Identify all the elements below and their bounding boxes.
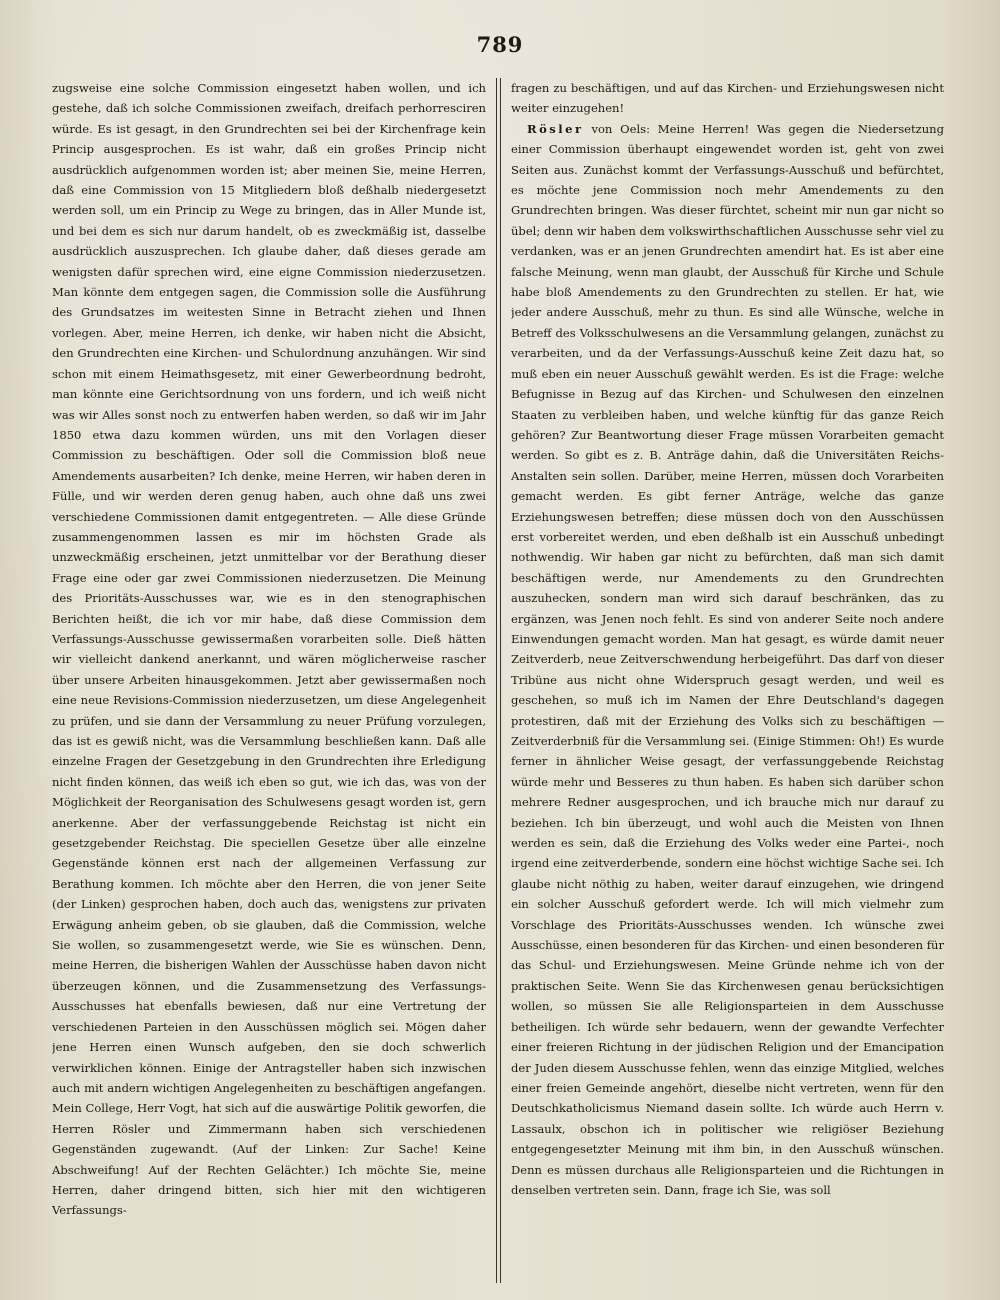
speech-paragraph [511,119,944,1201]
speech-text: von Oels: Meine Herren! Was gegen die Niedersetzung einer Commission überhaupt eingewendet worden ist, geht von zwei Seiten aus. Zunächst kommt der Verfassungs-Ausschuß und befürchtet, es möchte jene Commission noch mehr Amendements zu den Grundrechten bringen. Was dieser fürchtet, scheint mir nun gar nicht so übel; denn wir haben dem volkswirthschaftlichen Ausschusse sehr viel zu verdanken, was er an jenen Grundrechten amendirt hat. Es ist aber eine falsche Meinung, wenn man glaubt, der Ausschuß für Kirche und Schule habe bloß Amendements zu den Grundrechten zu stellen. Er hat, wie jeder andere Ausschuß, mehr zu thun. Es sind alle Wünsche, welche in Betreff des Volksschulwesens an die Versammlung gelangen, zunächst zu verarbeiten, und da der Verfassungs-Ausschuß keine Zeit dazu hat, so muß eben ein neuer Ausschuß gewählt werden. Es ist die Frage: welche Befugnisse in Bezug auf das Kirchen- und Schulwesen den einzelnen Staaten zu verbleiben haben, und welche künftig für das ganze Reich gehören? Zur Beantwortung dieser Frage müssen Vorarbeiten gemacht werden. So gibt es z. B. Anträge dahin, daß die Universitäten Reichs-Anstalten sein sollen. Darüber, meine Herren, müssen doch Vorarbeiten gemacht werden. Es gibt ferner Anträge, welche das ganze Erziehungswesen betreffen; diese müssen doch von den Ausschüssen erst vorbereitet werden, und eben deßhalb ist ein Ausschuß unbedingt nothwendig. Wir haben gar nicht zu befürchten, daß man sich damit beschäftigen werde, nur Amendements zu den Grundrechten auszuhecken, sondern man wird sich darauf beschränken, das zu ergänzen, was Jenen noch fehlt. Es sind von anderer Seite noch andere Einwendungen gemacht worden. Man hat gesagt, es würde damit neuer Zeitverderb, neue Zeitverschwendung herbeigeführt. Das darf von dieser Tribüne aus nicht ohne Widerspruch gesagt werden, und weil es geschehen, so muß ich im Namen der Ehre Deutschland's dagegen protestiren, daß mit der Erziehung des Volks sich zu beschäftigen — Zeitverderbniß für die Versammlung sei. (Einige Stimmen: Oh!) Es wurde ferner in ähnlicher Weise gesagt, der verfassunggebende Reichstag würde mehr und Besseres zu thun haben. Es haben sich darüber schon mehrere Redner ausgesprochen, und ich brauche mich nur darauf zu beziehen. Ich bin überzeugt, und wohl auch die Meisten von Ihnen werden es sein, daß die Erziehung des Volks weder eine Partei-, noch irgend eine zeitverderbende, sondern eine höchst wichtige Sache sei. Ich glaube nicht nöthig zu haben, weiter darauf einzugehen, wie dringend ein solcher Ausschuß gefordert werde. Ich will mich vielmehr zum Vorschlage des Prioritäts-Ausschusses wenden. Ich wünsche zwei Ausschüsse, einen besonderen für das Kirchen- und einen besonderen für das Schul- und Erziehungswesen. Meine Gründe nehme ich von der praktischen Seite. Wenn Sie das Kirchenwesen genau berücksichtigen wollen, so müssen Sie alle Religionsparteien in dem Ausschusse betheiligen. Ich würde sehr bedauern, wenn der gewandte Verfechter einer freieren Richtung in der jüdischen Religion und der Emancipation der Juden diesem Ausschusse fehlen, wenn das einzige Mitglied, welches einer freien Gemeinde angehört, dieselbe nicht vertreten, wenn für den Deutschkatholicismus Niemand dasein sollte. Ich würde auch Herrn v. Lassaulx, obschon ich in politischer wie religiöser Beziehung entgegengesetzter Meinung mit ihm bin, in den Ausschuß wünschen. Denn es müssen durchaus alle Religionsparteien und die Richtungen in denselben vertreten sein. Dann, frage ich Sie, was soll [511,121,944,1197]
left-column-paragraph: zugsweise eine solche Commission eingesetzt haben wollen, und ich gestehe, daß ich solche Commissionen zweifach, dreifach perhorresciren würde. Es ist gesagt, in den Grundrechten sei bei der Kirchenfrage kein Princip ausgesprochen. Es ist wahr, daß ein großes Princip nicht ausdrücklich aufgenommen worden ist; aber meinen Sie, meine Herren, daß eine Commission von 15 Mitgliedern bloß deßhalb niedergesetzt werden soll, um ein Princip zu Wege zu bringen, das in Aller Munde ist, und bei dem es sich nur darum handelt, ob es zweckmäßig ist, dasselbe ausdrücklich auszusprechen. Ich glaube daher, daß dieses gerade am wenigsten dafür sprechen wird, eine eigne Commission niederzusetzen. Man könnte dem entgegen sagen, die Commission solle die Ausführung des Grundsatzes im weitesten Sinne in Betracht ziehen und Ihnen vorlegen. Aber, meine Herren, ich denke, wir haben nicht die Absicht, den Grundrechten eine Kirchen- und Schulordnung anzuhängen. Wir sind schon mit einem Heimathsgesetz, mit einer Gewerbeordnung bedroht, man könnte eine Gerichtsordnung von uns fordern, und ich weiß nicht was wir Alles sonst noch zu entwerfen haben werden, so daß wir im Jahr 1850 etwa dazu kommen würden, uns mit den Vorlagen dieser Commission zu beschäftigen. Oder soll die Commission bloß neue Amendements ausarbeiten? Ich denke, meine Herren, wir haben deren in Fülle, und wir werden deren genug haben, auch ohne daß uns zwei verschiedene Commissionen damit entgegentreten. — Alle diese Gründe zusammengenommen lassen es mir im höchsten Grade als unzweckmäßig erscheinen, jetzt unmittelbar vor der Berathung dieser Frage eine oder gar zwei Commissionen niederzusetzen. Die Meinung des Prioritäts-Ausschusses war, wie es in den stenographischen Berichten heißt, die ich vor mir habe, daß diese Commission dem Verfassungs-Ausschusse gewissermaßen vorarbeiten solle. Dieß hätten wir vielleicht dankend anerkannt, und wären möglicherweise rascher über unsere Arbeiten hinausgekommen. Jetzt aber gewissermaßen noch eine neue Revisions-Commission niederzusetzen, um diese Angelegenheit zu prüfen, und sie dann der Versammlung zu neuer Prüfung vorzulegen, das ist es gewiß nicht, was die Versammlung beschließen kann. Daß alle einzelne Fragen der Gesetzgebung in den Grundrechten ihre Erledigung nicht finden können, das weiß ich eben so gut, wie ich das, was von der Möglichkeit der Reorganisation des Schulwesens gesagt worden ist, gern anerkenne. Aber der verfassunggebende Reichstag ist nicht ein gesetzgebender Reichstag. Die speciellen Gesetze über alle einzelne Gegenstände können erst nach der allgemeinen Verfassung zur Berathung kommen. Ich möchte aber den Herren, die von jener Seite (der Linken) gesprochen haben, doch auch das, wenigstens zur privaten Erwägung anheim geben, ob sie glauben, daß die Commission, welche Sie wollen, so zusammengesetzt werde, wie Sie es wünschen. Denn, meine Herren, die bisherigen Wahlen der Ausschüsse haben davon nicht überzeugen können, und die Zusammensetzung des Verfassungs-Ausschusses hat ebenfalls bewiesen, daß nur eine Vertretung der verschiedenen Parteien in den Ausschüssen möglich sei. Mögen daher jene Herren einen Wunsch aufgeben, den sie doch schwerlich verwirklichen können. Einige der Antragsteller haben sich inzwischen auch mit andern wichtigen Angelegenheiten zu beschäftigen angefangen. Mein College, Herr Vogt, hat sich auf die auswärtige Politik geworfen, die Herren Rösler und Zimmermann haben sich verschiedenen Gegenständen zugewandt. (Auf der Linken: Zur Sache! Keine Abschweifung! Auf der Rechten Gelächter.) Ich möchte Sie, meine Herren, daher dringend bitten, sich hier mit den wichtigeren Verfassungs- [52,81,486,1218]
right-column-intro: fragen zu beschäftigen, und auf das Kirchen- und Erziehungswesen nicht weiter einzugehen! [511,81,944,116]
left-column [52,78,486,1283]
right-column [511,78,944,1283]
column-divider [496,78,501,1283]
speaker-name: Rösler [527,121,584,136]
page-number: 789 [476,32,524,57]
